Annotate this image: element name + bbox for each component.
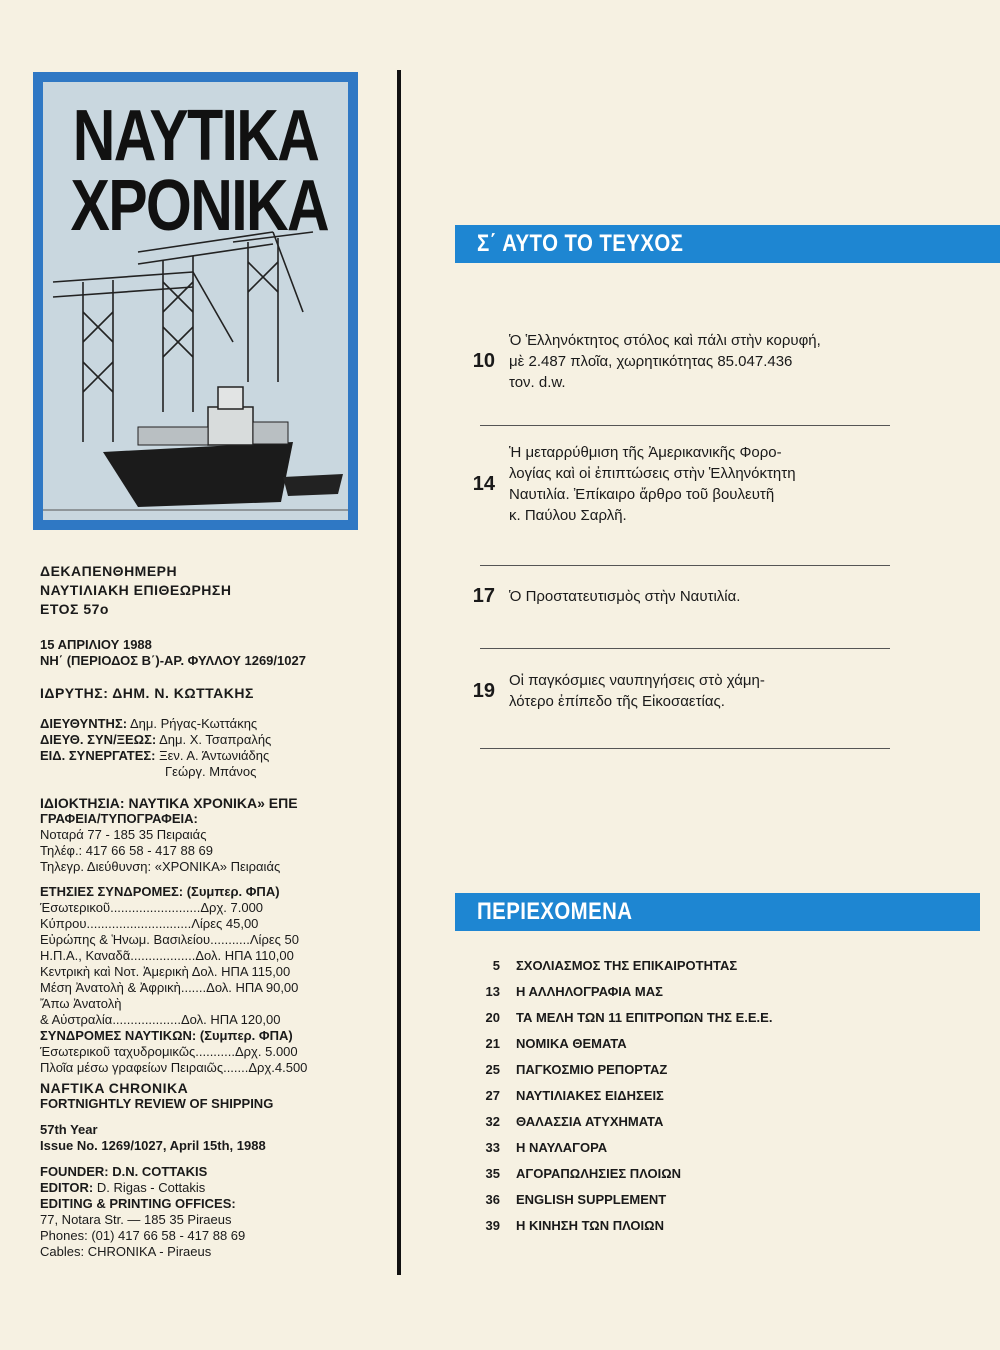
featured-article[interactable] [455, 670, 915, 712]
article-summary-line: Ἡ μεταρρύθμιση τῆς Ἀμερικανικῆς Φορο- [509, 444, 782, 461]
subscription-row: & Αὐστραλία...................Δολ. ΗΠΑ 120,00 [40, 1012, 281, 1027]
contents-item[interactable] [470, 1135, 950, 1161]
contents-page-number: 36 [485, 1192, 500, 1207]
article-page-number: 10 [472, 350, 495, 372]
english-offices-label: EDITING & PRINTING OFFICES: [40, 1196, 236, 1211]
english-founder: FOUNDER: D.N. COTTAKIS [40, 1164, 208, 1179]
issue-number: ΝΗ΄ (ΠΕΡΙΟΔΟΣ Β΄)-ΑΡ. ΦΥΛΛΟΥ 1269/1027 [40, 653, 306, 668]
contents-page-number: 5 [492, 958, 500, 973]
article-page-number: 14 [472, 472, 495, 495]
contents-page-number: 39 [485, 1218, 500, 1233]
english-phones: Phones: (01) 417 66 58 - 417 88 69 [40, 1228, 246, 1243]
contributor-name-2: Γεώργ. Μπάνος [165, 764, 257, 779]
contents-page-number: 32 [485, 1114, 500, 1129]
article-summary-line: κ. Παύλου Σαρλῆ. [509, 507, 627, 524]
english-title: NAFTIKA CHRONIKA [40, 1080, 189, 1096]
contents-item-title: Η ΚΙΝΗΣΗ ΤΩΝ ΠΛΟΙΩΝ [516, 1218, 664, 1233]
featured-article[interactable] [455, 585, 915, 608]
contents-page-number: 21 [485, 1036, 500, 1051]
office-address: Νοταρά 77 - 185 35 Πειραιάς [40, 827, 207, 842]
article-summary [509, 442, 796, 526]
editor-label: ΔΙΕΥΘ. ΣΥΝ/ΞΕΩΣ: [40, 732, 157, 747]
article-summary [509, 586, 740, 607]
column-divider [397, 70, 401, 1275]
subscription-row: Κεντρικὴ καὶ Νοτ. Ἀμερικὴ Δολ. ΗΠΑ 115,00 [40, 964, 291, 979]
magazine-cover [33, 72, 358, 530]
cover-title-line2: ΧΡΟΝΙΚΑ [70, 166, 328, 246]
english-masthead [40, 1080, 273, 1260]
contents-item-title: ΝΟΜΙΚΑ ΘΕΜΑΤΑ [516, 1036, 627, 1051]
issue-date: 15 ΑΠΡΙΛΙΟΥ 1988 [40, 637, 152, 652]
masthead-info [40, 562, 231, 619]
contents-page-number: 35 [485, 1166, 500, 1181]
ownership: ΙΔΙΟΚΤΗΣΙΑ: ΝΑΥΤΙΚΑ ΧΡΟΝΙΚΑ» ΕΠΕ [40, 795, 298, 811]
contents-title: ΠΕΡΙΕΧΟΜΕΝΑ [477, 898, 633, 925]
editor-name: Δημ. Χ. Τσαπραλής [159, 732, 272, 747]
article-page-number: 19 [472, 679, 495, 702]
subscription-row: Η.Π.Α., Καναδᾶ..................Δολ. ΗΠΑ 110,00 [40, 948, 294, 963]
english-address: 77, Notara Str. — 185 35 Piraeus [40, 1212, 232, 1227]
article-separator [480, 565, 890, 566]
article-summary [509, 330, 821, 393]
contents-page-number: 13 [485, 984, 500, 999]
contents-item[interactable] [470, 1083, 950, 1109]
subscription-row: Κύπρου.............................Λίρες 45,00 [40, 916, 259, 931]
contents-item[interactable] [470, 1213, 950, 1239]
subscription-row: Έσωτερικοῦ ταχυδρομικῶς...........Δρχ. 5.000 [40, 1044, 298, 1059]
english-editor-label: EDITOR: [40, 1180, 94, 1195]
article-separator [480, 748, 890, 749]
article-summary-line: Οἱ παγκόσμιες ναυπηγήσεις στὸ χάμη- [509, 672, 765, 689]
cover-title-line1: ΝΑΥΤΙΚΑ [72, 96, 319, 176]
article-summary [509, 670, 765, 712]
contents-item-title: ΤΑ ΜΕΛΗ ΤΩΝ 11 ΕΠΙΤΡΟΠΩΝ ΤΗΣ Ε.Ε.Ε. [516, 1010, 773, 1025]
contents-item-title: ΝΑΥΤΙΛΙΑΚΕΣ ΕΙΔΗΣΕΙΣ [516, 1088, 664, 1103]
office-phone: Τηλέφ.: 417 66 58 - 417 88 69 [40, 843, 213, 858]
founder-greek: ΙΔΡΥΤΗΣ: ΔΗΜ. Ν. ΚΩΤΤΑΚΗΣ [40, 685, 254, 701]
subscriptions-block [40, 884, 360, 1076]
contents-item[interactable] [470, 979, 950, 1005]
article-summary-line: Ναυτιλία. Ἐπίκαιρο ἄρθρο τοῦ βουλευτῆ [509, 486, 775, 503]
subscription-row: Έσωτερικοῦ.........................Δρχ. 7.000 [40, 900, 264, 915]
contents-item-title: ΑΓΟΡΑΠΩΛΗΣΙΕΣ ΠΛΟΙΩΝ [516, 1166, 682, 1181]
office-cable: Τηλεγρ. Διεύθυνση: «ΧΡΟΝΙΚΑ» Πειραιάς [40, 859, 281, 874]
article-summary-line: Ὁ Προστατευτισμὸς στὴν Ναυτιλία. [509, 588, 741, 605]
director-label: ΔΙΕΥΘΥΝΤΗΣ: [40, 716, 128, 731]
contents-item-title: Η ΝΑΥΛΑΓΟΡΑ [516, 1140, 608, 1155]
article-summary-line: μὲ 2.487 πλοῖα, χωρητικότητας 85.047.436 [509, 353, 793, 370]
article-separator [480, 425, 890, 426]
in-this-issue-title: Σ΄ ΑΥΤΟ ΤΟ ΤΕΥΧΟΣ [477, 230, 684, 257]
contents-item[interactable] [470, 1031, 950, 1057]
ownership-block [40, 795, 298, 875]
contents-item[interactable] [470, 1057, 950, 1083]
english-issue: Issue No. 1269/1027, April 15th, 1988 [40, 1138, 266, 1153]
offices-label: ΓΡΑΦΕΙΑ/ΤΥΠΟΓΡΑΦΕΙΑ: [40, 811, 198, 826]
contents-item-title: ΘΑΛΑΣΣΙΑ ΑΤΥΧΗΜΑΤΑ [516, 1114, 664, 1129]
cover-image [43, 82, 348, 520]
article-separator [480, 648, 890, 649]
contents-page-number: 33 [485, 1140, 500, 1155]
publication-year: ΕΤΟΣ 57ο [40, 601, 109, 617]
publication-type: ΝΑΥΤΙΛΙΑΚΗ ΕΠΙΘΕΩΡΗΣΗ [40, 582, 232, 598]
issue-date-block [40, 637, 306, 669]
subscriptions-header: ΕΤΗΣΙΕΣ ΣΥΝΔΡΟΜΕΣ: (Συμπερ. ΦΠΑ) [40, 884, 280, 899]
english-cables: Cables: CHRONIKA - Piraeus [40, 1244, 212, 1259]
publication-frequency: ΔΕΚΑΠΕΝΘΗΜΕΡΗ [40, 563, 178, 579]
article-summary-line: τον. d.w. [509, 374, 566, 391]
contents-item[interactable] [470, 1161, 950, 1187]
contents-item[interactable] [470, 953, 950, 979]
contents-page-number: 25 [485, 1062, 500, 1077]
cover-ship-cranes-illustration [43, 82, 348, 520]
featured-article[interactable] [455, 330, 915, 393]
contents-page-number: 27 [485, 1088, 500, 1103]
featured-article[interactable] [455, 442, 915, 526]
article-page-number: 17 [472, 585, 495, 607]
contents-item[interactable] [470, 1005, 950, 1031]
subscription-row: Μέση Ἀνατολὴ & Ἀφρικὴ.......Δολ. ΗΠΑ 90,00 [40, 980, 299, 995]
article-summary-line: λότερο ἐπίπεδο τῆς Εἰκοσαετίας. [509, 693, 725, 710]
subscription-row: Ἄπω Ἀνατολὴ [40, 996, 122, 1011]
contents-banner [455, 893, 980, 931]
table-of-contents [470, 953, 950, 1239]
english-year: 57th Year [40, 1122, 98, 1137]
in-this-issue-banner [455, 225, 1000, 263]
contents-item-title: ENGLISH SUPPLEMENT [516, 1192, 667, 1207]
seamen-subscriptions-header: ΣΥΝΔΡΟΜΕΣ ΝΑΥΤΙΚΩΝ: (Συμπερ. ΦΠΑ) [40, 1028, 293, 1043]
contents-item-title: Η ΑΛΛΗΛΟΓΡΑΦΙΑ ΜΑΣ [516, 984, 663, 999]
article-summary-line: λογίας καὶ οἱ ἐπιπτώσεις στὴν Ἑλληνόκτητη [509, 465, 796, 482]
contributor-name-1: Ξεν. Α. Άντωνιάδης [159, 748, 270, 763]
contents-item-title: ΠΑΓΚΟΣΜΙΟ ΡΕΠΟΡΤΑΖ [516, 1062, 668, 1077]
contents-item-title: ΣΧΟΛΙΑΣΜΟΣ ΤΗΣ ΕΠΙΚΑΙΡΟΤΗΤΑΣ [516, 958, 738, 973]
contributors-label: ΕΙΔ. ΣΥΝΕΡΓΑΤΕΣ: [40, 748, 156, 763]
staff-block [40, 716, 271, 780]
article-summary-line: Ὁ Ἑλληνόκτητος στόλος καὶ πάλι στὴν κορυφή, [509, 332, 821, 349]
subscription-row: Πλοῖα μέσω γραφείων Πειραιῶς.......Δρχ.4.500 [40, 1060, 308, 1075]
subscription-row: Εὐρώπης & Ἡνωμ. Βασιλείου...........Λίρες 50 [40, 932, 299, 947]
contents-item[interactable] [470, 1109, 950, 1135]
contents-item[interactable] [470, 1187, 950, 1213]
contents-page-number: 20 [485, 1010, 500, 1025]
english-editor-name: D. Rigas - Cottakis [96, 1180, 206, 1195]
director-name: Δημ. Ρήγας-Κωττάκης [129, 716, 258, 731]
english-subtitle: FORTNIGHTLY REVIEW OF SHIPPING [40, 1096, 274, 1111]
